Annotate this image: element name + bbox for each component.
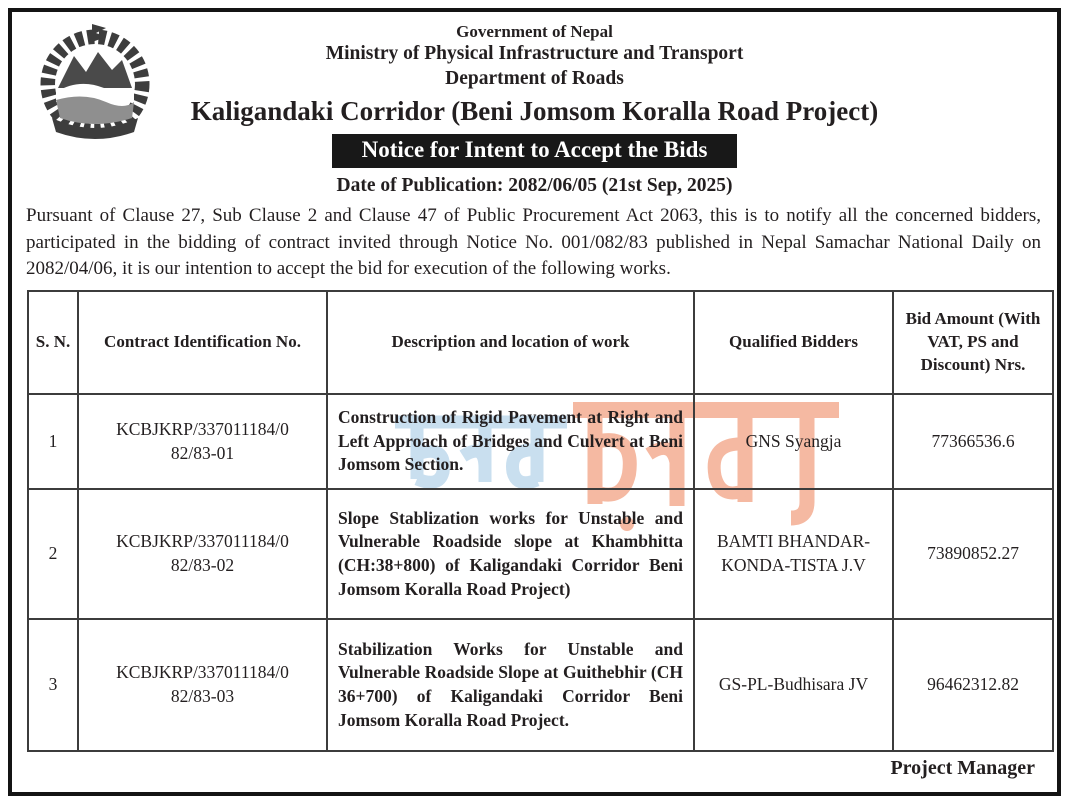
cell-bid-amount: 96462312.82	[893, 619, 1053, 751]
nepal-emblem-icon	[34, 22, 156, 142]
document-header	[12, 12, 1057, 197]
col-header-description: Description and location of work	[327, 291, 694, 394]
cell-description: Stabilization Works for Unstable and Vulnerable Roadside Slope at Guithebhir (CH 36+700) of Kaligandaki Corridor Beni Jomsom Koralla Road Project.	[327, 619, 694, 751]
notice-banner: Notice for Intent to Accept the Bids	[332, 134, 738, 168]
publication-date: Date of Publication: 2082/06/05 (21st Sep, 2025)	[336, 175, 733, 197]
cell-qualified-bidders: GS-PL-Budhisara JV	[694, 619, 893, 751]
notice-document	[8, 8, 1061, 796]
cell-bid-amount: 77366536.6	[893, 394, 1053, 489]
table-row	[28, 489, 1053, 619]
ministry-line: Ministry of Physical Infrastructure and Transport	[325, 43, 744, 65]
table-row	[28, 394, 1053, 489]
cell-contract-id: KCBJKRP/337011184/082/83-02	[78, 489, 327, 619]
project-title: Kaligandaki Corridor (Beni Jomsom Koralla Road Project)	[190, 96, 879, 127]
bids-table	[27, 290, 1054, 752]
department-line: Department of Roads	[445, 68, 624, 90]
cell-contract-id: KCBJKRP/337011184/082/83-03	[78, 619, 327, 751]
cell-qualified-bidders: GNS Syangja	[694, 394, 893, 489]
cell-bid-amount: 73890852.27	[893, 489, 1053, 619]
project-manager-signature: Project Manager	[890, 757, 1035, 780]
cell-sn: 2	[28, 489, 78, 619]
col-header-contract-id: Contract Identification No.	[78, 291, 327, 394]
cell-description: Slope Stablization works for Unstable and Vulnerable Roadside slope at Khambhitta (CH:38+800) of Kaligandaki Corridor Beni Jomsom Koralla Road Project)	[327, 489, 694, 619]
table-row	[28, 619, 1053, 751]
col-header-sn: S. N.	[28, 291, 78, 394]
government-line: Government of Nepal	[456, 22, 613, 41]
table-header-row	[28, 291, 1053, 394]
cell-contract-id: KCBJKRP/337011184/082/83-01	[78, 394, 327, 489]
cell-sn: 3	[28, 619, 78, 751]
cell-qualified-bidders: BAMTI BHANDAR-KONDA-TISTA J.V	[694, 489, 893, 619]
col-header-amount: Bid Amount (With VAT, PS and Discount) Nrs.	[893, 291, 1053, 394]
intro-paragraph: Pursuant of Clause 27, Sub Clause 2 and Clause 47 of Public Procurement Act 2063, this is to notify all the concerned bidders, participated in the bidding of contract invited through Notice No. 001/082/83 published in Nepal Samachar National Daily on 2082/04/06, it is our intention to accept the bid for execution of the following works.	[26, 205, 1041, 280]
cell-sn: 1	[28, 394, 78, 489]
cell-description: Construction of Rigid Pavement at Right and Left Approach of Bridges and Culvert at Beni Jomsom Section.	[327, 394, 694, 489]
col-header-bidders: Qualified Bidders	[694, 291, 893, 394]
